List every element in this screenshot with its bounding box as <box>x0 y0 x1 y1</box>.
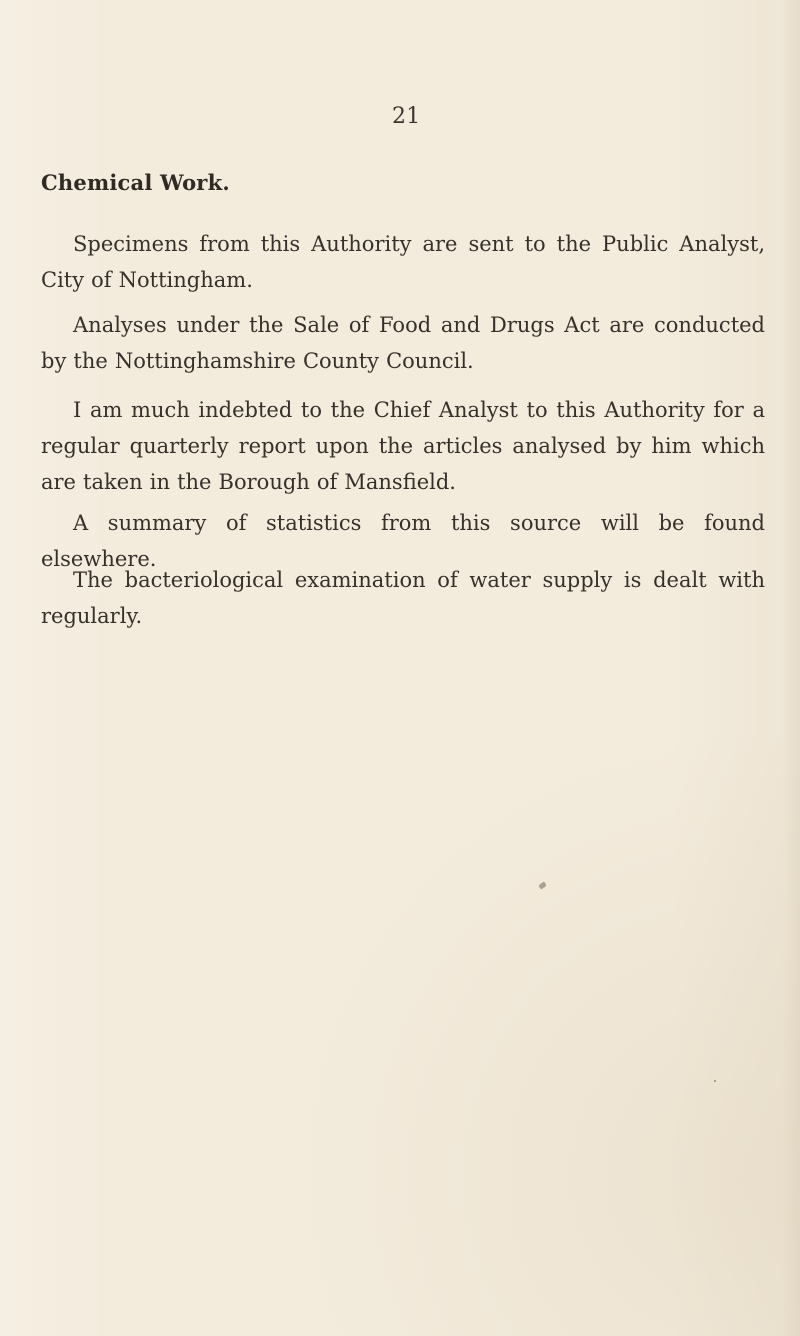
paragraph-specimens: Specimens from this Authority are sent to the Public Analyst, City of Nottingham. <box>41 232 765 292</box>
paragraph-chief-analyst: I am much indebted to the Chief Analyst to this Authority for a regular quarterly report upon the articles analysed by him which are taken in the Borough of Mansfield. <box>41 398 765 494</box>
paper-dot <box>714 1080 716 1082</box>
paragraph-summary: A summary of statistics from this source will be found elsewhere. <box>41 511 765 571</box>
page-number: 21 <box>392 104 421 129</box>
section-heading: Chemical Work. <box>41 170 230 195</box>
page-edge-shadow <box>782 0 800 1336</box>
paragraph-bacteriological: The bacteriological examination of water supply is dealt with regularly. <box>41 568 765 628</box>
paragraph-analyses: Analyses under the Sale of Food and Drugs Act are conducted by the Nottinghamshire County Council. <box>41 313 765 373</box>
paper-speck <box>538 881 547 889</box>
